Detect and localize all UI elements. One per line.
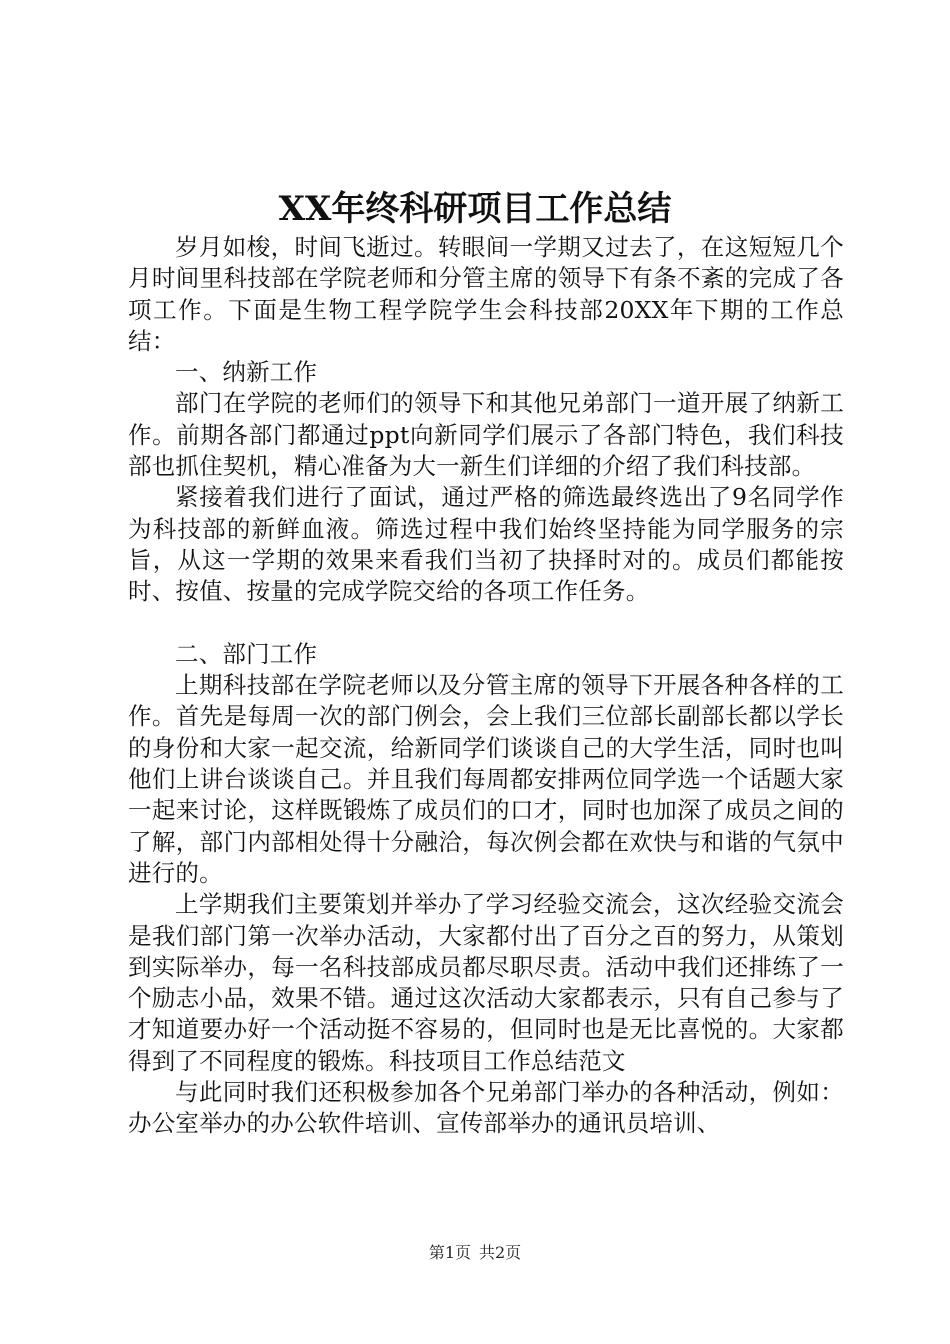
section-heading-department-work: 二、部门工作 bbox=[175, 639, 318, 668]
document-body bbox=[128, 232, 844, 1140]
paragraph-intro: 岁月如梭，时间飞逝过。转眼间一学期又过去了，在这短短几个月时间里科技部在学院老师和分管主席的领导下有条不紊的完成了各项工作。下面是生物工程学院学生会科技部20XX年下期的工作总结： bbox=[128, 233, 844, 355]
paragraph-department-2: 上学期我们主要策划并举办了学习经验交流会，这次经验交流会是我们部门第一次举办活动，大家都付出了百分之百的努力，从策划到实际举办，每一名科技部成员都尽职尽责。活动中我们还排练了一个励志小品，效果不错。通过这次活动大家都表示，只有自己参与了才知道要办好一个活动挺不容易的，但同时也是无比喜悦的。大家都得到了不同程度的锻炼。科技项目工作总结范文 bbox=[128, 890, 844, 1075]
page-footer bbox=[0, 1241, 950, 1265]
paragraph-recruitment-2: 紧接着我们进行了面试，通过严格的筛选最终选出了9名同学作为科技部的新鲜血液。筛选过程中我们始终坚持能为同学服务的宗旨，从这一学期的效果来看我们当初了抉择时对的。成员们都能按时、按值、按量的完成学院交给的各项工作任务。 bbox=[128, 483, 844, 606]
paragraph-department-3: 与此同时我们还积极参加各个兄弟部门举办的各种活动，例如：办公室举办的办公软件培训、宣传部举办的通讯员培训、 bbox=[128, 1078, 844, 1138]
paragraph-spacer bbox=[128, 608, 844, 639]
section-heading-recruitment: 一、纳新工作 bbox=[175, 358, 318, 387]
paragraph-recruitment-1: 部门在学院的老师们的领导下和其他兄弟部门一道开展了纳新工作。前期各部门都通过ppt向新同学们展示了各部门特色，我们科技部也抓住契机，精心准备为大一新生们详细的介绍了我们科技部。 bbox=[128, 389, 844, 481]
document-title: XX年终科研项目工作总结 bbox=[278, 189, 672, 229]
page-number-current: 第1页 bbox=[428, 1243, 471, 1262]
paragraph-department-1: 上期科技部在学院老师以及分管主席的领导下开展各种各样的工作。首先是每周一次的部门例会，会上我们三位部长副部长都以学长的身份和大家一起交流，给新同学们谈谈自己的大学生活，同时也叫他们上讲台谈谈自己。并且我们每周都安排两位同学选一个话题大家一起来讨论，这样既锻炼了成员们的口才，同时也加深了成员之间的了解，部门内部相处得十分融洽，每次例会都在欢快与和谐的气氛中进行的。 bbox=[128, 671, 844, 887]
page-number-total: 共2页 bbox=[479, 1243, 522, 1262]
